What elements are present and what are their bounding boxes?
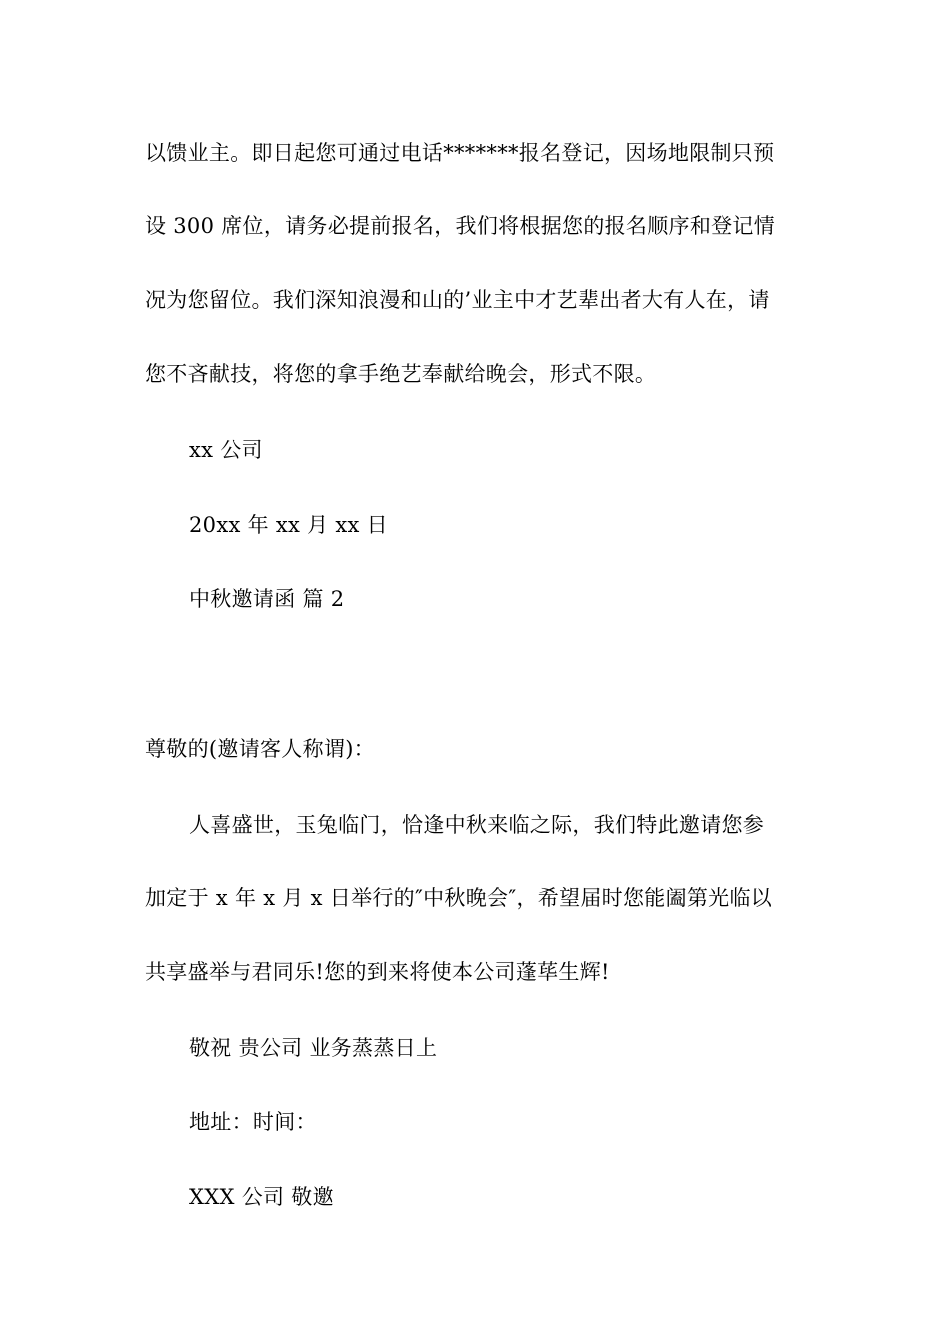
invitation-line-3: 共享盛举与君同乐!您的到来将使本公司蓬荜生辉! (145, 960, 610, 984)
body-line-4: 您不吝献技，将您的拿手绝艺奉献给晚会，形式不限。 (145, 362, 657, 386)
address-time-line: 地址：时间： (189, 1110, 317, 1134)
closing-line: XXX 公司 敬邀 (189, 1185, 334, 1209)
salutation: 尊敬的(邀请客人称谓)： (145, 737, 375, 761)
signature-date: 20xx 年 xx 月 xx 日 (189, 513, 388, 537)
invitation-line-1: 人喜盛世，玉兔临门，恰逢中秋来临之际，我们特此邀请您参 (189, 813, 765, 837)
body-line-3: 况为您留位。我们深知浪漫和山的’业主中才艺辈出者大有人在，请 (145, 288, 770, 312)
invitation-line-2: 加定于 x 年 x 月 x 日举行的″中秋晚会″，希望届时您能阖第光临以 (145, 886, 773, 910)
section-heading: 中秋邀请函 篇 2 (189, 587, 345, 611)
body-line-2: 设 300 席位，请务必提前报名，我们将根据您的报名顺序和登记情 (145, 214, 776, 238)
body-line-1: 以馈业主。即日起您可通过电话*******报名登记，因场地限制只预 (145, 141, 775, 165)
wishes-line: 敬祝 贵公司 业务蒸蒸日上 (189, 1036, 438, 1060)
signature-company: xx 公司 (189, 438, 263, 462)
